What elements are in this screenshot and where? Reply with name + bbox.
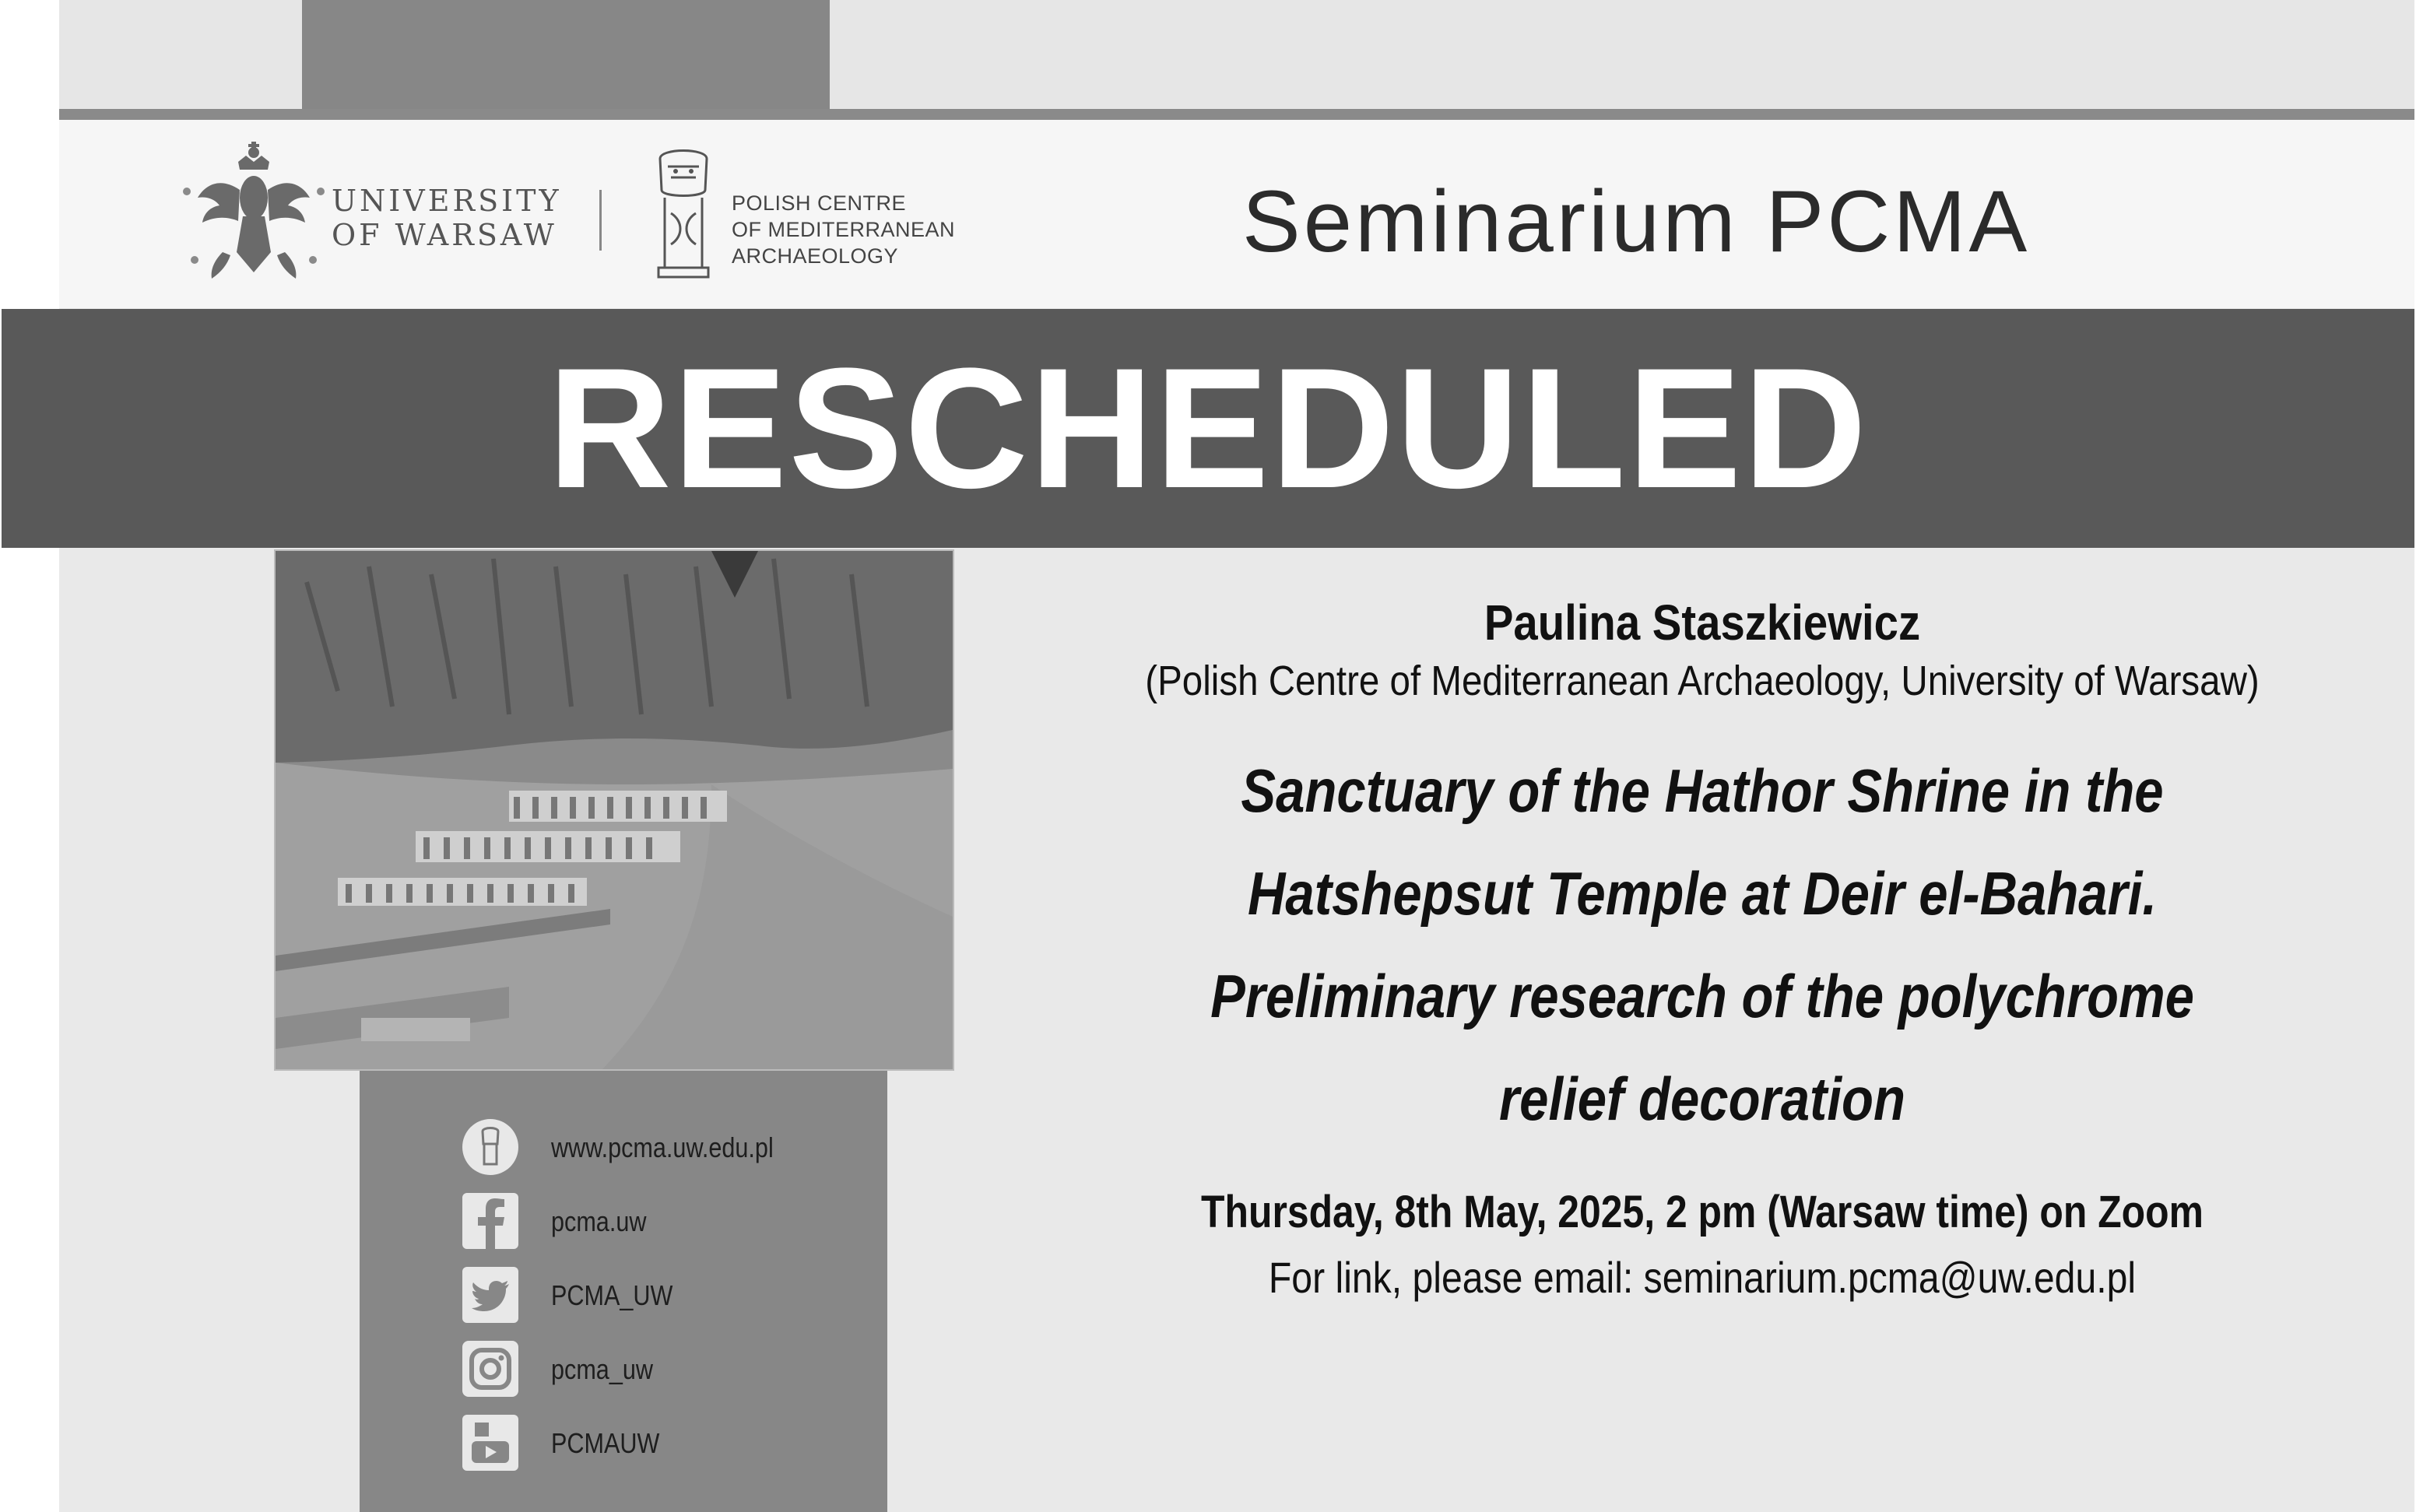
eagle-emblem-icon	[176, 135, 332, 291]
pcma-wordmark: POLISH CENTRE OF MEDITERRANEAN ARCHAEOLOGY	[732, 191, 956, 268]
temple-photo	[274, 549, 954, 1071]
link-label-instagram: pcma_uw	[551, 1353, 653, 1385]
talk-date: Thursday, 8th May, 2025, 2 pm (Warsaw time) on Zoom	[1201, 1187, 2204, 1237]
pcma-logo	[644, 143, 1034, 283]
instagram-icon	[461, 1339, 520, 1398]
talk-title-line: relief decoration	[1499, 1065, 1905, 1133]
link-label-twitter: PCMA_UW	[551, 1279, 673, 1311]
top-dark-block	[302, 0, 830, 109]
youtube-icon	[461, 1413, 520, 1472]
link-label-youtube: PCMAUW	[551, 1427, 660, 1459]
link-label-facebook: pcma.uw	[551, 1205, 647, 1237]
rescheduled-banner	[2, 309, 2414, 548]
link-row-youtube[interactable]	[461, 1413, 881, 1474]
speaker-name: Paulina Staszkiewicz	[1484, 595, 1921, 651]
speaker-affiliation: (Polish Centre of Mediterranean Archaeology, University of Warsaw)	[1145, 658, 2260, 704]
top-rule	[59, 109, 2414, 120]
link-row-instagram[interactable]	[461, 1339, 881, 1400]
university-wordmark: UNIVERSITY OF WARSAW	[332, 184, 562, 252]
link-row-facebook[interactable]	[461, 1191, 881, 1252]
talk-details	[990, 591, 2414, 1309]
seminar-poster	[59, 0, 2414, 1512]
talk-title-line: Sanctuary of the Hathor Shrine in the	[1241, 756, 2164, 825]
talk-title-line: Hatshepsut Temple at Deir el-Bahari.	[1247, 859, 2158, 928]
logo-divider	[599, 190, 602, 251]
link-row-twitter[interactable]	[461, 1265, 881, 1326]
twitter-icon	[461, 1265, 520, 1324]
hatshepsut-temple-image	[276, 551, 953, 1069]
facebook-icon	[461, 1191, 520, 1251]
talk-title-line: Preliminary research of the polychrome	[1210, 962, 2194, 1030]
seminar-title: Seminarium PCMA	[1242, 173, 2031, 270]
university-of-warsaw-logo	[176, 135, 643, 291]
pcma-logo-icon	[461, 1117, 520, 1177]
sphinx-emblem-icon	[644, 143, 722, 283]
link-label-website: www.pcma.uw.edu.pl	[551, 1131, 774, 1163]
link-row-website[interactable]	[461, 1117, 881, 1178]
talk-title	[1090, 739, 2315, 1150]
social-links-sidebar	[360, 1071, 887, 1512]
banner-label: RESCHEDULED	[547, 332, 1869, 524]
contact-email: For link, please email: seminarium.pcma@uw.edu.pl	[1268, 1253, 2137, 1302]
header-band	[59, 120, 2414, 308]
